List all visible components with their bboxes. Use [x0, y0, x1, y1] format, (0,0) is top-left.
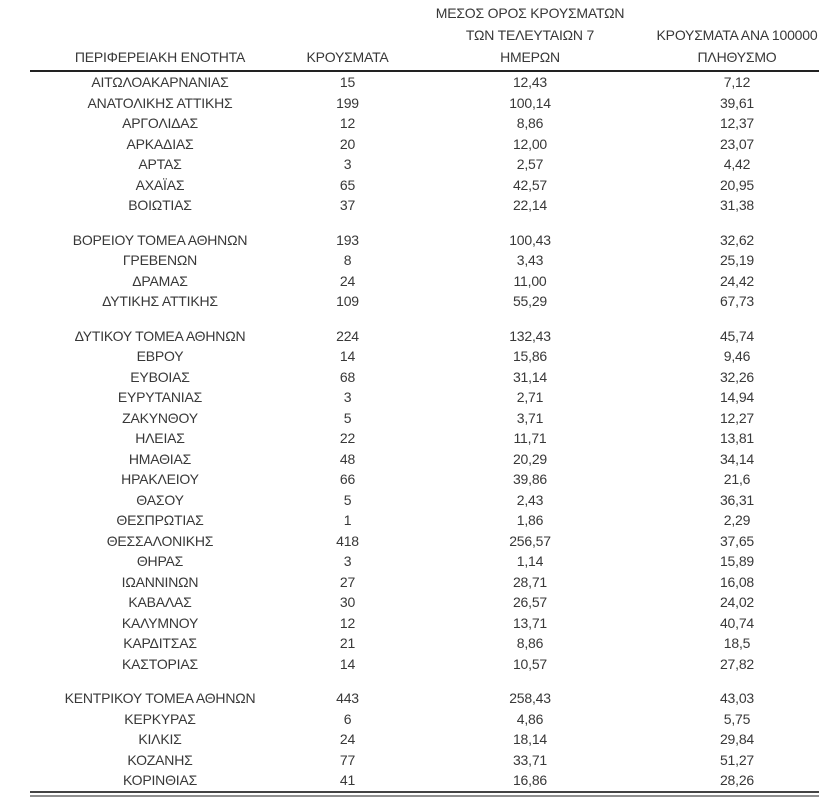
per100k-cell: 24,42 — [719, 272, 755, 289]
avg7-cell: 42,57 — [512, 176, 548, 193]
per100k-cell: 20,95 — [719, 176, 755, 193]
region-cell: ΔΡΑΜΑΣ — [132, 272, 188, 289]
avg7-cell: 26,57 — [512, 594, 548, 610]
spacer-cell — [30, 312, 819, 326]
per100k-cell: 16,08 — [719, 573, 755, 590]
region-cell: ΑΧΑΪΑΣ — [135, 176, 185, 193]
col-header-cases-label: ΚΡΟΥΣΜΑΤΑ — [306, 49, 389, 65]
cases-cell: 3 — [343, 156, 352, 172]
region-cell: ΕΥΡΥΤΑΝΙΑΣ — [117, 389, 203, 405]
region-cell: ΖΑΚΥΝΘΟΥ — [122, 409, 198, 426]
table-row — [30, 654, 819, 675]
per100k-cell: 12,37 — [719, 115, 755, 131]
regional-cases-table — [30, 0, 819, 791]
region-cell: ΑΡΤΑΣ — [138, 156, 182, 172]
avg7-cell: 132,43 — [509, 327, 551, 344]
cases-cell: 199 — [336, 94, 359, 111]
avg7-cell: 11,71 — [513, 430, 547, 446]
per100k-cell: 32,26 — [719, 368, 755, 385]
region-cell: ΚΟΖΑΝΗΣ — [127, 751, 193, 768]
cases-cell: 20 — [339, 135, 356, 152]
table-row — [30, 271, 819, 292]
avg7-cell: 1,86 — [516, 512, 544, 528]
col-header-cases — [290, 0, 405, 71]
region-cell: ΚΑΒΑΛΑΣ — [128, 594, 192, 610]
per100k-cell: 9,46 — [723, 348, 751, 364]
table-row — [30, 71, 819, 93]
cases-cell: 418 — [336, 532, 359, 549]
per100k-cell: 21,6 — [723, 471, 751, 487]
spacer-cell — [30, 674, 819, 688]
per100k-cell: 12,27 — [719, 409, 755, 426]
per100k-cell: 7,12 — [723, 74, 751, 90]
cases-cell: 15 — [339, 74, 356, 90]
table-row — [30, 408, 819, 429]
per100k-cell: 34,14 — [719, 450, 755, 467]
per100k-cell: 37,65 — [719, 532, 755, 549]
table-row — [30, 729, 819, 750]
region-cell: ΚΕΝΤΡΙΚΟΥ ΤΟΜΕΑ ΑΘΗΝΩΝ — [64, 690, 256, 706]
per100k-cell: 25,19 — [719, 252, 755, 268]
region-cell: ΚΑΣΤΟΡΙΑΣ — [122, 655, 198, 672]
table-header — [30, 0, 819, 71]
table-row — [30, 770, 819, 791]
col-header-per100k-line2: ΠΛΗΘΥΣΜΟ — [697, 49, 777, 65]
per100k-cell: 67,73 — [719, 293, 755, 309]
region-cell: ΚΑΡΔΙΤΣΑΣ — [123, 635, 197, 651]
cases-cell: 109 — [336, 293, 359, 309]
region-cell: ΙΩΑΝΝΙΝΩΝ — [121, 573, 199, 590]
region-cell: ΑΡΚΑΔΙΑΣ — [126, 135, 194, 152]
avg7-cell: 22,14 — [512, 197, 548, 213]
table-row — [30, 367, 819, 388]
table-bottom-double-rule — [30, 791, 819, 797]
cases-cell: 443 — [336, 690, 359, 706]
cases-cell: 30 — [339, 594, 356, 610]
table-body — [30, 71, 819, 791]
cases-cell: 66 — [339, 471, 356, 487]
cases-cell: 77 — [339, 751, 356, 768]
table-row — [30, 113, 819, 134]
table-row — [30, 469, 819, 490]
per100k-cell: 45,74 — [719, 327, 755, 344]
table-row — [30, 175, 819, 196]
avg7-cell: 3,71 — [516, 409, 544, 426]
region-cell: ΓΡΕΒΕΝΩΝ — [122, 252, 198, 268]
region-cell: ΗΜΑΘΙΑΣ — [128, 450, 192, 467]
per100k-cell: 14,94 — [719, 389, 755, 405]
spacer-cell — [30, 216, 819, 230]
header-row — [30, 0, 819, 71]
table-row — [30, 346, 819, 367]
table-row — [30, 154, 819, 175]
cases-cell: 224 — [336, 327, 359, 344]
table-row — [30, 750, 819, 771]
avg7-cell: 3,43 — [516, 252, 544, 268]
per100k-cell: 13,81 — [719, 430, 755, 446]
avg7-cell: 12,00 — [512, 135, 548, 152]
per100k-cell: 29,84 — [719, 731, 755, 747]
table-row — [30, 490, 819, 511]
cases-cell: 193 — [336, 231, 359, 248]
cases-cell: 6 — [343, 710, 352, 727]
per100k-cell: 4,42 — [723, 156, 751, 172]
per100k-cell: 40,74 — [719, 614, 755, 631]
per100k-cell: 51,27 — [719, 751, 755, 768]
table-row — [30, 633, 819, 654]
table-row — [30, 326, 819, 347]
table-row — [30, 387, 819, 408]
group-spacer-row — [30, 216, 819, 230]
cases-cell: 41 — [339, 772, 356, 788]
avg7-cell: 1,14 — [516, 553, 544, 569]
cases-cell: 68 — [339, 368, 356, 385]
avg7-cell: 55,29 — [512, 293, 548, 309]
avg7-cell: 28,71 — [512, 573, 548, 590]
avg7-cell: 39,86 — [512, 471, 548, 487]
avg7-cell: 13,71 — [512, 614, 548, 631]
cases-cell: 22 — [339, 430, 356, 446]
col-header-region — [30, 0, 290, 71]
col-header-per100k — [655, 0, 819, 71]
table-row — [30, 709, 819, 730]
cases-cell: 65 — [339, 176, 356, 193]
region-cell: ΚΑΛΥΜΝΟΥ — [121, 614, 199, 631]
region-cell: ΕΒΡΟΥ — [136, 348, 184, 364]
cases-cell: 5 — [343, 409, 352, 426]
per100k-cell: 24,02 — [719, 594, 755, 610]
cases-cell: 24 — [339, 272, 356, 289]
avg7-cell: 11,00 — [513, 272, 547, 289]
avg7-cell: 2,43 — [516, 491, 544, 508]
region-cell: ΑΝΑΤΟΛΙΚΗΣ ΑΤΤΙΚΗΣ — [87, 94, 233, 111]
cases-cell: 37 — [339, 197, 356, 213]
table-row — [30, 291, 819, 312]
table-row — [30, 134, 819, 155]
region-cell: ΗΡΑΚΛΕΙΟΥ — [121, 471, 199, 487]
region-cell: ΗΛΕΙΑΣ — [135, 430, 185, 446]
col-header-per100k-line1: ΚΡΟΥΣΜΑΤΑ ΑΝΑ 100000 — [656, 27, 818, 43]
avg7-cell: 33,71 — [512, 751, 548, 768]
avg7-cell: 16,86 — [512, 772, 548, 788]
table-row — [30, 613, 819, 634]
col-header-avg7 — [405, 0, 655, 71]
group-spacer-row — [30, 674, 819, 688]
col-header-avg7-line2: ΤΩΝ ΤΕΛΕΥΤΑΙΩΝ 7 — [465, 27, 595, 43]
per100k-cell: 31,38 — [719, 197, 755, 213]
avg7-cell: 100,14 — [509, 94, 551, 111]
table-row — [30, 449, 819, 470]
table-row — [30, 572, 819, 593]
cases-cell: 8 — [343, 252, 352, 268]
per100k-cell: 15,89 — [719, 553, 755, 569]
region-cell: ΚΟΡΙΝΘΙΑΣ — [122, 772, 198, 788]
avg7-cell: 15,86 — [512, 348, 548, 364]
table-row — [30, 230, 819, 251]
cases-cell: 14 — [339, 655, 356, 672]
per100k-cell: 18,5 — [723, 635, 751, 651]
region-cell: ΒΟΡΕΙΟΥ ΤΟΜΕΑ ΑΘΗΝΩΝ — [72, 231, 248, 248]
avg7-cell: 100,43 — [509, 231, 551, 248]
cases-cell: 12 — [339, 614, 356, 631]
table-row — [30, 688, 819, 709]
per100k-cell: 28,26 — [719, 772, 755, 788]
table-row — [30, 195, 819, 216]
table-row — [30, 428, 819, 449]
avg7-cell: 8,86 — [516, 115, 544, 131]
table-row — [30, 592, 819, 613]
col-header-avg7-line1: ΜΕΣΟΣ ΟΡΟΣ ΚΡΟΥΣΜΑΤΩΝ — [435, 5, 625, 21]
cases-cell: 24 — [339, 731, 356, 747]
col-header-avg7-line3: ΗΜΕΡΩΝ — [500, 49, 560, 65]
region-cell: ΒΟΙΩΤΙΑΣ — [128, 197, 192, 213]
per100k-cell: 43,03 — [719, 690, 755, 706]
per100k-cell: 36,31 — [719, 491, 755, 508]
cases-cell: 3 — [343, 389, 352, 405]
region-cell: ΑΙΤΩΛΟΑΚΑΡΝΑΝΙΑΣ — [91, 74, 229, 90]
region-cell: ΑΡΓΟΛΙΔΑΣ — [122, 115, 198, 131]
cases-cell: 21 — [339, 635, 356, 651]
region-cell: ΘΑΣΟΥ — [136, 491, 184, 508]
avg7-cell: 18,14 — [512, 731, 548, 747]
cases-cell: 14 — [339, 348, 356, 364]
table-row — [30, 510, 819, 531]
cases-cell: 12 — [339, 115, 356, 131]
avg7-cell: 10,57 — [512, 655, 548, 672]
group-spacer-row — [30, 312, 819, 326]
avg7-cell: 20,29 — [512, 450, 548, 467]
table-row — [30, 531, 819, 552]
avg7-cell: 4,86 — [516, 710, 544, 727]
avg7-cell: 256,57 — [509, 532, 551, 549]
per100k-cell: 32,62 — [719, 231, 755, 248]
table-row — [30, 551, 819, 572]
region-cell: ΚΕΡΚΥΡΑΣ — [124, 710, 196, 727]
table-row — [30, 250, 819, 271]
avg7-cell: 258,43 — [509, 690, 551, 706]
avg7-cell: 8,86 — [516, 635, 544, 651]
avg7-cell: 2,57 — [516, 156, 544, 172]
region-cell: ΚΙΛΚΙΣ — [138, 731, 182, 747]
per100k-cell: 2,29 — [723, 512, 751, 528]
cases-cell: 48 — [339, 450, 356, 467]
cases-cell: 3 — [343, 553, 352, 569]
per100k-cell: 23,07 — [719, 135, 755, 152]
per100k-cell: 5,75 — [723, 710, 751, 727]
table-row — [30, 93, 819, 114]
col-header-region-label: ΠΕΡΙΦΕΡΕΙΑΚΗ ΕΝΟΤΗΤΑ — [74, 49, 246, 65]
avg7-cell: 31,14 — [512, 368, 548, 385]
region-cell: ΘΕΣΣΑΛΟΝΙΚΗΣ — [106, 532, 214, 549]
cases-cell: 1 — [343, 512, 352, 528]
region-cell: ΔΥΤΙΚΗΣ ΑΤΤΙΚΗΣ — [102, 293, 218, 309]
region-cell: ΕΥΒΟΙΑΣ — [130, 368, 190, 385]
region-cell: ΘΗΡΑΣ — [136, 553, 184, 569]
avg7-cell: 2,71 — [516, 389, 544, 405]
cases-cell: 5 — [343, 491, 352, 508]
region-cell: ΘΕΣΠΡΩΤΙΑΣ — [116, 512, 204, 528]
avg7-cell: 12,43 — [512, 74, 548, 90]
per100k-cell: 27,82 — [719, 655, 755, 672]
cases-cell: 27 — [339, 573, 356, 590]
per100k-cell: 39,61 — [719, 94, 755, 111]
region-cell: ΔΥΤΙΚΟΥ ΤΟΜΕΑ ΑΘΗΝΩΝ — [74, 327, 246, 344]
